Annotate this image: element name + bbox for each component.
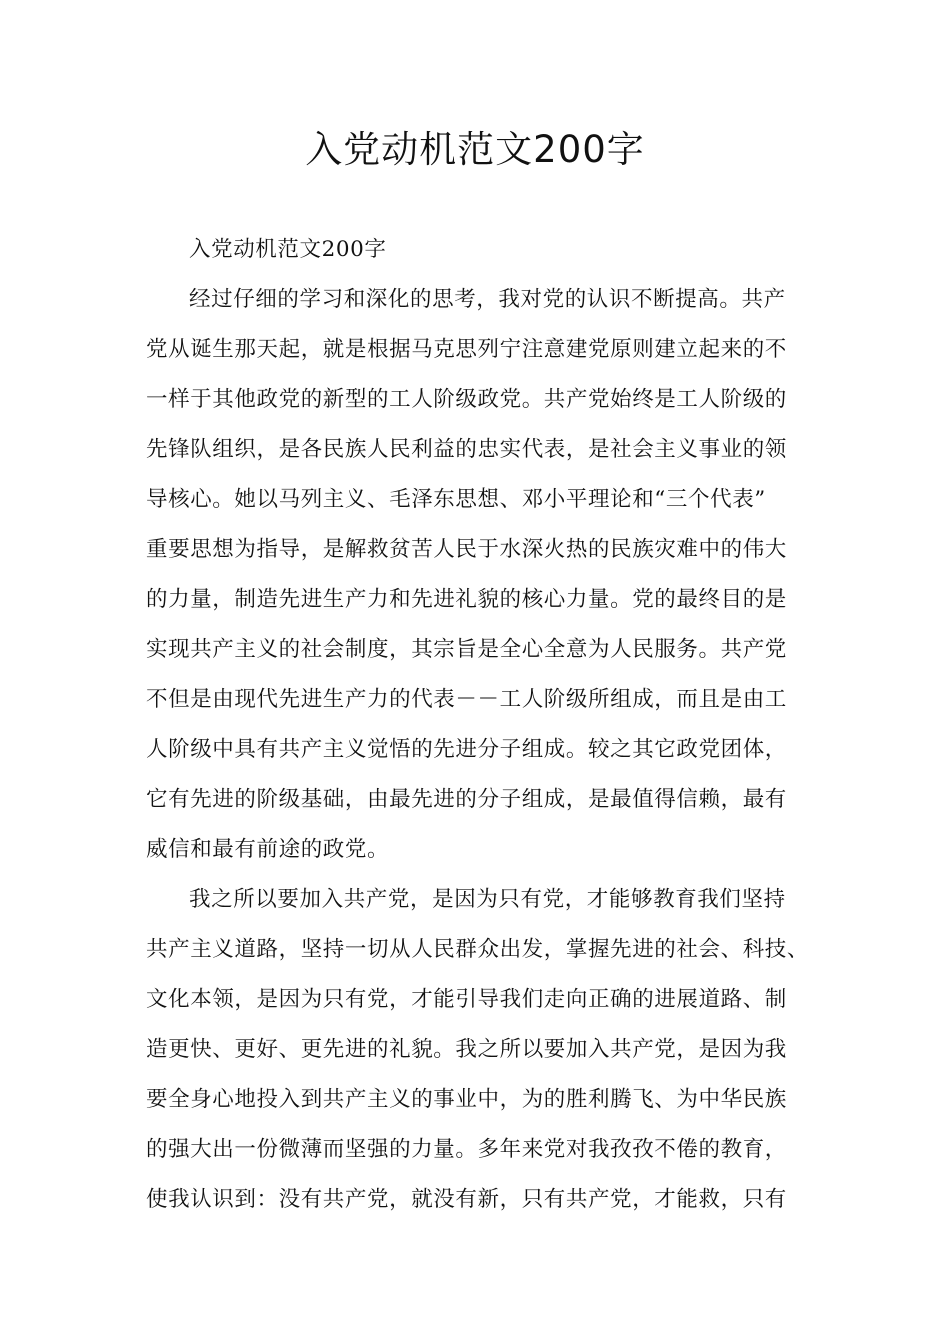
paragraph-1-line: 的力量，制造先进生产力和先进礼貌的核心力量。党的最终目的是: [146, 587, 787, 612]
paragraph-2-line: 共产主义道路，坚持一切从人民群众出发，掌握先进的社会、科技、: [146, 937, 810, 962]
paragraph-1-line: 党从诞生那天起，就是根据马克思列宁注意建党原则建立起来的不: [146, 337, 787, 362]
paragraph-1-line: 不但是由现代先进生产力的代表－－工人阶级所组成，而且是由工: [146, 687, 787, 712]
paragraph-2-line: 使我认识到：没有共产党，就没有新，只有共产党，才能救，只有: [146, 1187, 787, 1212]
paragraph-2-line: 要全身心地投入到共产主义的事业中，为的胜利腾飞、为中华民族: [146, 1087, 787, 1112]
paragraph-2-line: 的强大出一份微薄而坚强的力量。多年来党对我孜孜不倦的教育，: [146, 1137, 787, 1162]
paragraph-1-line: 导核心。她以马列主义、毛泽东思想、邓小平理论和“三个代表”: [146, 487, 766, 512]
paragraph-1-line: 实现共产主义的社会制度，其宗旨是全心全意为人民服务。共产党: [146, 637, 787, 662]
document-subtitle: 入党动机范文200字: [189, 237, 387, 262]
paragraph-1-line: 威信和最有前途的政党。: [146, 837, 390, 862]
paragraph-1-line: 人阶级中具有共产主义觉悟的先进分子组成。较之其它政党团体，: [146, 737, 787, 762]
paragraph-1-line: 重要思想为指导，是解救贫苦人民于水深火热的民族灾难中的伟大: [146, 537, 787, 562]
document-title: 入党动机范文200字: [305, 128, 645, 171]
paragraph-1-line: 一样于其他政党的新型的工人阶级政党。共产党始终是工人阶级的: [146, 387, 787, 412]
paragraph-1-line: 它有先进的阶级基础，由最先进的分子组成，是最值得信赖，最有: [146, 787, 787, 812]
paragraph-1-line: 先锋队组织，是各民族人民利益的忠实代表，是社会主义事业的领: [146, 437, 787, 462]
paragraph-2-line: 文化本领，是因为只有党，才能引导我们走向正确的进展道路、制: [146, 987, 787, 1012]
paragraph-1-line: 经过仔细的学习和深化的思考，我对党的认识不断提高。共产: [189, 287, 786, 312]
paragraph-2-line: 我之所以要加入共产党，是因为只有党，才能够教育我们坚持: [189, 887, 786, 912]
paragraph-2-line: 造更快、更好、更先进的礼貌。我之所以要加入共产党，是因为我: [146, 1037, 787, 1062]
